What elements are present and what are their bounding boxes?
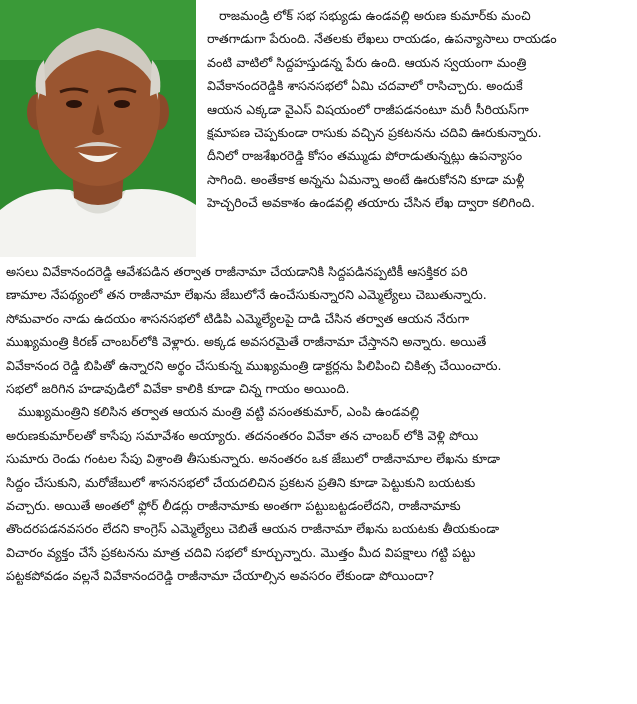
body-line: సభలో జరిగిన హడావుడిలో వివేకా కాలికి కూడా చిన్న గాయం అయింది. <box>6 381 350 397</box>
body-line: సుమారు రెండు గంటల సేపు విశ్రాంతి తీసుకున్నారు. అనంతరం ఒక జేబులో రాజీనామాల లేఖను కూడా <box>6 451 501 467</box>
body-line: అరుణకుమార్‌లతో కాసేపు సమావేశం అయ్యారు. తదనంతరం వివేకా తన చాంబర్ లోకి వెళ్లి పోయి <box>6 427 479 443</box>
article-body <box>6 260 631 588</box>
body-line: విచారం వ్యక్తం చేసే ప్రకటనను మాత్ర చదివి సభలో కూర్చున్నారు. మొత్తం మీద విపక్షాలు గట్టి పట్టు <box>6 544 476 560</box>
body-line: వివేకానంద రెడ్డి బిపితో ఉన్నారని అర్థం చేసుకున్న ముఖ్యమంత్రి డాక్టర్లను పిలిపించి చికిత్స చేయించారు. <box>6 357 502 373</box>
intro-line: దీనిలో రాజశేఖరరెడ్డి కోసం తమ్ముడు పోరాడుతున్నట్లు ఉపన్యాసం <box>207 148 523 164</box>
intro-line: వివేకానందరెడ్డికి శాసనసభలో ఏమి చదవాలో రాసిచ్చారు. అందుకే <box>207 78 523 94</box>
portrait-illustration <box>0 0 196 257</box>
body-line: ముఖ్యమంత్రి కిరణ్ చాంబర్‌లోకి వెళ్లారు. అక్కడ అవసరమైతే రాజీనామా చేస్తానని అన్నారు. అయితే <box>6 334 487 350</box>
body-line: ముఖ్యమంత్రిని కలిసిన తర్వాత ఆయన మంత్రి వట్టి వసంతకుమార్, ఎంపి ఉండవల్లి <box>18 404 420 420</box>
body-line: తొందరపడనవసరం లేదని కాంగ్రెస్ ఎమ్మెల్యేలు చెబితే ఆయన రాజీనామా లేఖను బయటకు తీయకుండా <box>6 521 500 537</box>
intro-line: హెచ్చరించే అవకాశం ఉండవల్లి తయారు చేసిన లేఖ ద్వారా కలిగింది. <box>207 195 536 211</box>
intro-line: రాతగాడుగా పేరుంది. నేతలకు లేఖలు రాయడం, ఉపన్యాసాలు రాయడం <box>207 31 557 47</box>
body-line: సోమవారం నాడు ఉదయం శాసనసభలో టిడిపి ఎమ్మెల్యేలపై దాడి చేసిన తర్వాత ఆయన నేరుగా <box>6 310 470 326</box>
portrait-photo <box>0 0 196 257</box>
body-line: వచ్చారు. అయితే అంతలో ఫ్లోర్ లీడర్లు రాజీనామాకు అంతగా పట్టుబట్టడంలేదని, రాజీనామాకు <box>6 498 461 514</box>
intro-line: వంటి వాటిలో సిద్దహస్తుడన్న పేరు ఉంది. ఆయన స్వయంగా మంత్రి <box>207 54 527 70</box>
intro-line: రాజమండ్రి లోక్ సభ సభ్యుడు ఉండవల్లి అరుణ కుమార్‌కు మంచి <box>219 8 531 23</box>
body-line: సిద్దం చేసుకుని, మరోజేబులో శాసనసభలో చేయదలిచిన ప్రకటన ప్రతిని కూడా పెట్టుకుని బయటకు <box>6 474 476 490</box>
intro-line: క్షమాపణ చెప్పకుండా రాసుకు వచ్చిన ప్రకటనను చదివి ఊరుకున్నారు. <box>207 125 542 141</box>
body-line: అసలు వివేకానందరెడ్డి ఆవేశపడిన తర్వాత రాజీనామా చేయడానికి సిద్దపడినప్పటికీ ఆసక్తికర పరి <box>6 264 468 279</box>
intro-line: సాగింది. అంతేకాక అన్నను ఏమన్నా అంటే ఊరుకోనని కూడా మళ్లీ <box>207 171 525 187</box>
body-line: ణామాల నేపథ్యంలో తన రాజీనామా లేఖను జేబులోనే ఉంచేసుకున్నారని ఎమ్మెల్యేలు చెబుతున్నారు. <box>6 287 487 303</box>
body-line: పట్టకపోవడం వల్లనే వివేకానందరెడ్డి రాజీనామా చేయాల్సిన అవసరం లేకుండా పోయిందా? <box>6 568 435 584</box>
intro-paragraph <box>207 4 631 215</box>
intro-line: ఆయన ఎక్కడా వైఎస్ విషయంలో రాజీపడనంటూ మరీ సీరియస్‌గా <box>207 101 529 117</box>
